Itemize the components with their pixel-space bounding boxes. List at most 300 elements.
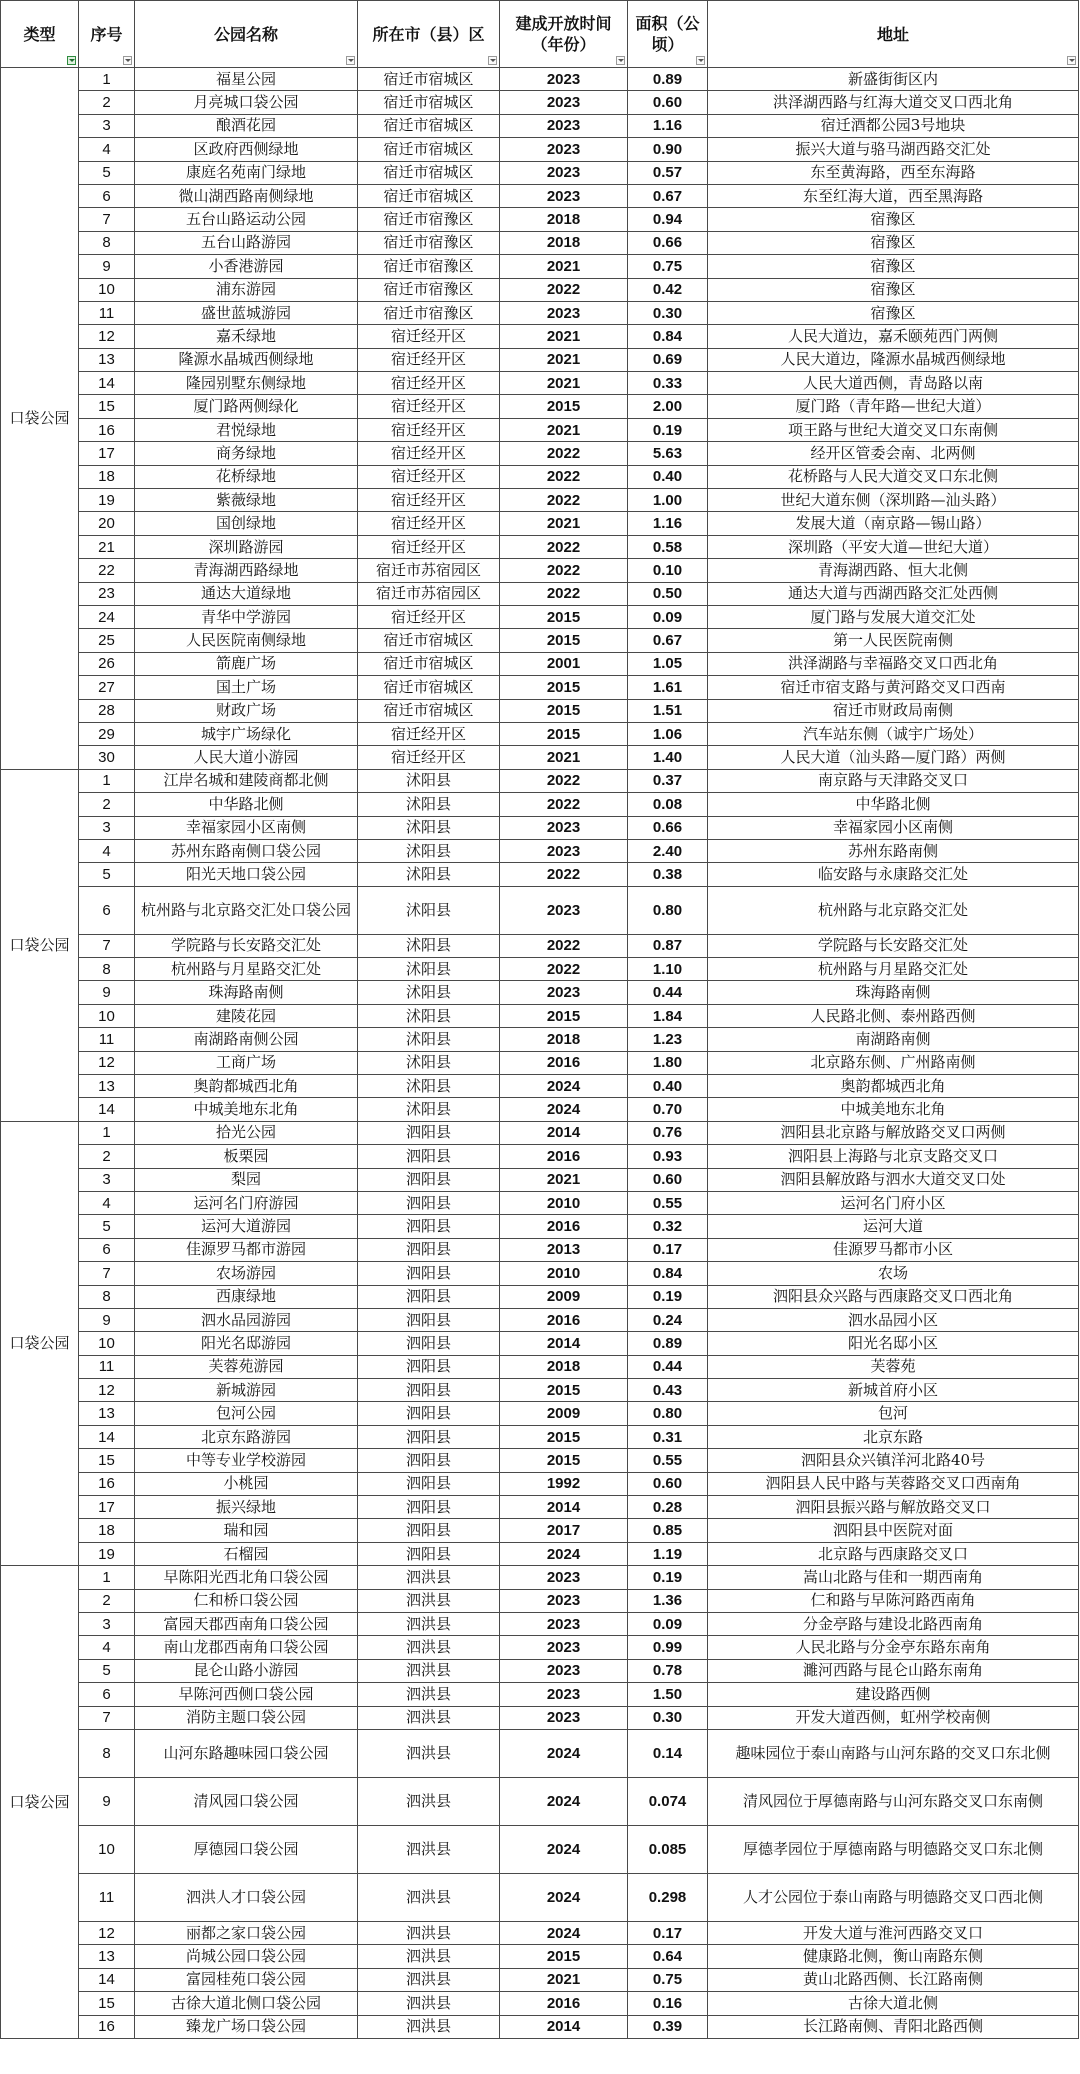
year-cell[interactable]: 2023 bbox=[500, 161, 628, 184]
no-cell[interactable]: 9 bbox=[79, 1777, 135, 1825]
year-cell[interactable]: 2022 bbox=[500, 582, 628, 605]
year-cell[interactable]: 2015 bbox=[500, 605, 628, 628]
dropdown-arrow-icon[interactable] bbox=[616, 56, 625, 65]
area-cell[interactable]: 5.63 bbox=[628, 442, 708, 465]
city-cell[interactable]: 泗阳县 bbox=[358, 1472, 500, 1495]
no-cell[interactable]: 12 bbox=[79, 1051, 135, 1074]
name-cell[interactable]: 珠海路南侧 bbox=[135, 981, 358, 1004]
name-cell[interactable]: 泗洪人才口袋公园 bbox=[135, 1873, 358, 1921]
no-cell[interactable]: 2 bbox=[79, 1589, 135, 1612]
year-cell[interactable]: 2015 bbox=[500, 1449, 628, 1472]
area-cell[interactable]: 0.32 bbox=[628, 1215, 708, 1238]
area-cell[interactable]: 0.75 bbox=[628, 1968, 708, 1991]
city-cell[interactable]: 泗阳县 bbox=[358, 1215, 500, 1238]
address-cell[interactable]: 南京路与天津路交叉口 bbox=[708, 769, 1079, 792]
dropdown-arrow-icon[interactable] bbox=[696, 56, 705, 65]
area-cell[interactable]: 0.64 bbox=[628, 1945, 708, 1968]
name-cell[interactable]: 工商广场 bbox=[135, 1051, 358, 1074]
city-cell[interactable]: 泗洪县 bbox=[358, 1636, 500, 1659]
address-cell[interactable]: 幸福家园小区南侧 bbox=[708, 816, 1079, 839]
address-cell[interactable]: 通达大道与西湖西路交汇处西侧 bbox=[708, 582, 1079, 605]
year-cell[interactable]: 2024 bbox=[500, 1542, 628, 1565]
name-cell[interactable]: 小桃园 bbox=[135, 1472, 358, 1495]
no-cell[interactable]: 2 bbox=[79, 1145, 135, 1168]
year-cell[interactable]: 2021 bbox=[500, 1168, 628, 1191]
year-cell[interactable]: 2021 bbox=[500, 325, 628, 348]
name-cell[interactable]: 臻龙广场口袋公园 bbox=[135, 2015, 358, 2038]
name-cell[interactable]: 南山龙郡西南角口袋公园 bbox=[135, 1636, 358, 1659]
address-cell[interactable]: 仁和路与早陈河路西南角 bbox=[708, 1589, 1079, 1612]
city-cell[interactable]: 宿迁市宿城区 bbox=[358, 91, 500, 114]
no-cell[interactable]: 11 bbox=[79, 301, 135, 324]
area-cell[interactable]: 0.85 bbox=[628, 1519, 708, 1542]
city-cell[interactable]: 宿迁经开区 bbox=[358, 418, 500, 441]
no-cell[interactable]: 2 bbox=[79, 91, 135, 114]
address-cell[interactable]: 农场 bbox=[708, 1262, 1079, 1285]
area-cell[interactable]: 1.23 bbox=[628, 1028, 708, 1051]
year-cell[interactable]: 2023 bbox=[500, 1706, 628, 1729]
no-cell[interactable]: 8 bbox=[79, 958, 135, 981]
address-cell[interactable]: 杭州路与月星路交汇处 bbox=[708, 958, 1079, 981]
address-cell[interactable]: 包河 bbox=[708, 1402, 1079, 1425]
year-cell[interactable]: 2024 bbox=[500, 1098, 628, 1121]
type-cell[interactable]: 口袋公园 bbox=[1, 1121, 79, 1565]
city-cell[interactable]: 泗洪县 bbox=[358, 1706, 500, 1729]
no-cell[interactable]: 10 bbox=[79, 278, 135, 301]
name-cell[interactable]: 北京东路游园 bbox=[135, 1425, 358, 1448]
address-cell[interactable]: 黄山北路西侧、长江路南侧 bbox=[708, 1968, 1079, 1991]
name-cell[interactable]: 五台山路运动公园 bbox=[135, 208, 358, 231]
city-cell[interactable]: 泗阳县 bbox=[358, 1121, 500, 1144]
area-cell[interactable]: 0.09 bbox=[628, 1613, 708, 1636]
year-cell[interactable]: 2016 bbox=[500, 1215, 628, 1238]
year-cell[interactable]: 2023 bbox=[500, 1589, 628, 1612]
city-cell[interactable]: 宿迁市苏宿园区 bbox=[358, 582, 500, 605]
area-cell[interactable]: 0.28 bbox=[628, 1496, 708, 1519]
address-cell[interactable]: 泗阳县众兴镇洋河北路40号 bbox=[708, 1449, 1079, 1472]
area-cell[interactable]: 1.50 bbox=[628, 1683, 708, 1706]
name-cell[interactable]: 商务绿地 bbox=[135, 442, 358, 465]
city-cell[interactable]: 泗洪县 bbox=[358, 1968, 500, 1991]
area-cell[interactable]: 0.33 bbox=[628, 372, 708, 395]
address-cell[interactable]: 宿豫区 bbox=[708, 208, 1079, 231]
area-cell[interactable]: 1.16 bbox=[628, 512, 708, 535]
area-cell[interactable]: 0.89 bbox=[628, 1332, 708, 1355]
name-cell[interactable]: 瑞和园 bbox=[135, 1519, 358, 1542]
year-cell[interactable]: 2023 bbox=[500, 1683, 628, 1706]
no-cell[interactable]: 30 bbox=[79, 746, 135, 769]
address-cell[interactable]: 苏州东路南侧 bbox=[708, 839, 1079, 862]
address-cell[interactable]: 泗阳县众兴路与西康路交叉口西北角 bbox=[708, 1285, 1079, 1308]
name-cell[interactable]: 早陈阳光西北角口袋公园 bbox=[135, 1566, 358, 1589]
city-cell[interactable]: 泗洪县 bbox=[358, 1945, 500, 1968]
name-cell[interactable]: 苏州东路南侧口袋公园 bbox=[135, 839, 358, 862]
no-cell[interactable]: 8 bbox=[79, 1729, 135, 1777]
city-cell[interactable]: 泗阳县 bbox=[358, 1191, 500, 1214]
address-cell[interactable]: 健康路北侧，衡山南路东侧 bbox=[708, 1945, 1079, 1968]
address-cell[interactable]: 运河名门府小区 bbox=[708, 1191, 1079, 1214]
address-cell[interactable]: 经开区管委会南、北两侧 bbox=[708, 442, 1079, 465]
city-cell[interactable]: 宿迁市宿城区 bbox=[358, 699, 500, 722]
city-cell[interactable]: 泗阳县 bbox=[358, 1402, 500, 1425]
area-cell[interactable]: 0.90 bbox=[628, 138, 708, 161]
address-cell[interactable]: 运河大道 bbox=[708, 1215, 1079, 1238]
name-cell[interactable]: 昆仑山路小游园 bbox=[135, 1659, 358, 1682]
area-cell[interactable]: 0.19 bbox=[628, 418, 708, 441]
name-cell[interactable]: 箭鹿广场 bbox=[135, 652, 358, 675]
name-cell[interactable]: 酿酒花园 bbox=[135, 114, 358, 137]
city-cell[interactable]: 泗洪县 bbox=[358, 1659, 500, 1682]
area-cell[interactable]: 0.80 bbox=[628, 886, 708, 934]
no-cell[interactable]: 24 bbox=[79, 605, 135, 628]
name-cell[interactable]: 城宇广场绿化 bbox=[135, 722, 358, 745]
name-cell[interactable]: 富园天郡西南角口袋公园 bbox=[135, 1613, 358, 1636]
no-cell[interactable]: 1 bbox=[79, 769, 135, 792]
name-cell[interactable]: 富园桂苑口袋公园 bbox=[135, 1968, 358, 1991]
year-cell[interactable]: 2023 bbox=[500, 886, 628, 934]
name-cell[interactable]: 财政广场 bbox=[135, 699, 358, 722]
year-cell[interactable]: 2021 bbox=[500, 512, 628, 535]
year-cell[interactable]: 2024 bbox=[500, 1825, 628, 1873]
city-cell[interactable]: 宿迁市宿城区 bbox=[358, 629, 500, 652]
no-cell[interactable]: 5 bbox=[79, 863, 135, 886]
no-cell[interactable]: 12 bbox=[79, 325, 135, 348]
city-cell[interactable]: 泗阳县 bbox=[358, 1425, 500, 1448]
no-cell[interactable]: 7 bbox=[79, 1262, 135, 1285]
area-cell[interactable]: 0.66 bbox=[628, 816, 708, 839]
address-cell[interactable]: 佳源罗马都市小区 bbox=[708, 1238, 1079, 1261]
no-cell[interactable]: 11 bbox=[79, 1028, 135, 1051]
name-cell[interactable]: 农场游园 bbox=[135, 1262, 358, 1285]
no-cell[interactable]: 20 bbox=[79, 512, 135, 535]
address-cell[interactable]: 人民路北侧、泰州路西侧 bbox=[708, 1004, 1079, 1027]
no-cell[interactable]: 15 bbox=[79, 395, 135, 418]
city-cell[interactable]: 泗洪县 bbox=[358, 1566, 500, 1589]
year-cell[interactable]: 2015 bbox=[500, 629, 628, 652]
address-cell[interactable]: 项王路与世纪大道交叉口东南侧 bbox=[708, 418, 1079, 441]
area-cell[interactable]: 0.19 bbox=[628, 1285, 708, 1308]
address-cell[interactable]: 泗阳县中医院对面 bbox=[708, 1519, 1079, 1542]
name-cell[interactable]: 国土广场 bbox=[135, 676, 358, 699]
year-cell[interactable]: 2010 bbox=[500, 1191, 628, 1214]
year-cell[interactable]: 2023 bbox=[500, 1636, 628, 1659]
no-cell[interactable]: 3 bbox=[79, 114, 135, 137]
no-cell[interactable]: 10 bbox=[79, 1332, 135, 1355]
name-cell[interactable]: 石榴园 bbox=[135, 1542, 358, 1565]
city-cell[interactable]: 宿迁经开区 bbox=[358, 605, 500, 628]
name-cell[interactable]: 阳光名邸游园 bbox=[135, 1332, 358, 1355]
year-cell[interactable]: 2016 bbox=[500, 1051, 628, 1074]
area-cell[interactable]: 0.80 bbox=[628, 1402, 708, 1425]
area-cell[interactable]: 0.78 bbox=[628, 1659, 708, 1682]
no-cell[interactable]: 12 bbox=[79, 1379, 135, 1402]
address-cell[interactable]: 发展大道（南京路—锡山路） bbox=[708, 512, 1079, 535]
address-cell[interactable]: 南湖路南侧 bbox=[708, 1028, 1079, 1051]
city-cell[interactable]: 泗洪县 bbox=[358, 1992, 500, 2015]
area-cell[interactable]: 0.44 bbox=[628, 1355, 708, 1378]
area-cell[interactable]: 0.24 bbox=[628, 1308, 708, 1331]
no-cell[interactable]: 8 bbox=[79, 1285, 135, 1308]
no-cell[interactable]: 6 bbox=[79, 184, 135, 207]
city-cell[interactable]: 宿迁市宿豫区 bbox=[358, 231, 500, 254]
no-cell[interactable]: 1 bbox=[79, 1121, 135, 1144]
address-cell[interactable]: 人才公园位于泰山南路与明德路交叉口西北侧 bbox=[708, 1873, 1079, 1921]
name-cell[interactable]: 厦门路两侧绿化 bbox=[135, 395, 358, 418]
address-cell[interactable]: 洪泽湖路与幸福路交叉口西北角 bbox=[708, 652, 1079, 675]
city-cell[interactable]: 宿迁经开区 bbox=[358, 325, 500, 348]
address-cell[interactable]: 奥韵都城西北角 bbox=[708, 1075, 1079, 1098]
city-cell[interactable]: 宿迁市宿豫区 bbox=[358, 255, 500, 278]
name-cell[interactable]: 学院路与长安路交汇处 bbox=[135, 934, 358, 957]
year-cell[interactable]: 2018 bbox=[500, 1355, 628, 1378]
area-cell[interactable]: 0.31 bbox=[628, 1425, 708, 1448]
no-cell[interactable]: 14 bbox=[79, 372, 135, 395]
area-cell[interactable]: 0.60 bbox=[628, 91, 708, 114]
city-cell[interactable]: 宿迁经开区 bbox=[358, 512, 500, 535]
year-cell[interactable]: 2013 bbox=[500, 1238, 628, 1261]
address-cell[interactable]: 青海湖西路、恒大北侧 bbox=[708, 559, 1079, 582]
city-cell[interactable]: 宿迁经开区 bbox=[358, 722, 500, 745]
area-cell[interactable]: 0.42 bbox=[628, 278, 708, 301]
year-cell[interactable]: 2022 bbox=[500, 769, 628, 792]
address-cell[interactable]: 珠海路南侧 bbox=[708, 981, 1079, 1004]
area-cell[interactable]: 0.55 bbox=[628, 1449, 708, 1472]
city-cell[interactable]: 宿迁市宿城区 bbox=[358, 161, 500, 184]
no-cell[interactable]: 6 bbox=[79, 1238, 135, 1261]
type-cell[interactable]: 口袋公园 bbox=[1, 769, 79, 1121]
city-cell[interactable]: 泗洪县 bbox=[358, 1921, 500, 1944]
no-cell[interactable]: 27 bbox=[79, 676, 135, 699]
year-cell[interactable]: 2023 bbox=[500, 839, 628, 862]
address-cell[interactable]: 趣味园位于泰山南路与山河东路的交叉口东北侧 bbox=[708, 1729, 1079, 1777]
year-cell[interactable]: 2015 bbox=[500, 722, 628, 745]
address-cell[interactable]: 厚德孝园位于厚德南路与明德路交叉口东北侧 bbox=[708, 1825, 1079, 1873]
name-cell[interactable]: 芙蓉苑游园 bbox=[135, 1355, 358, 1378]
area-cell[interactable]: 0.58 bbox=[628, 535, 708, 558]
name-cell[interactable]: 早陈河西侧口袋公园 bbox=[135, 1683, 358, 1706]
city-cell[interactable]: 宿迁市宿城区 bbox=[358, 184, 500, 207]
name-cell[interactable]: 新城游园 bbox=[135, 1379, 358, 1402]
area-cell[interactable]: 1.06 bbox=[628, 722, 708, 745]
no-cell[interactable]: 6 bbox=[79, 886, 135, 934]
area-cell[interactable]: 0.085 bbox=[628, 1825, 708, 1873]
year-cell[interactable]: 2022 bbox=[500, 465, 628, 488]
area-cell[interactable]: 0.94 bbox=[628, 208, 708, 231]
name-cell[interactable]: 杭州路与月星路交汇处 bbox=[135, 958, 358, 981]
dropdown-arrow-icon[interactable] bbox=[346, 56, 355, 65]
area-cell[interactable]: 0.67 bbox=[628, 629, 708, 652]
no-cell[interactable]: 15 bbox=[79, 1992, 135, 2015]
city-cell[interactable]: 宿迁市宿城区 bbox=[358, 114, 500, 137]
area-cell[interactable]: 0.38 bbox=[628, 863, 708, 886]
year-cell[interactable]: 2009 bbox=[500, 1402, 628, 1425]
name-cell[interactable]: 建陵花园 bbox=[135, 1004, 358, 1027]
area-cell[interactable]: 1.16 bbox=[628, 114, 708, 137]
address-cell[interactable]: 阳光名邸小区 bbox=[708, 1332, 1079, 1355]
no-cell[interactable]: 13 bbox=[79, 348, 135, 371]
city-cell[interactable]: 宿迁经开区 bbox=[358, 372, 500, 395]
no-cell[interactable]: 18 bbox=[79, 1519, 135, 1542]
year-cell[interactable]: 2022 bbox=[500, 489, 628, 512]
address-cell[interactable]: 振兴大道与骆马湖西路交汇处 bbox=[708, 138, 1079, 161]
name-cell[interactable]: 月亮城口袋公园 bbox=[135, 91, 358, 114]
year-cell[interactable]: 2023 bbox=[500, 301, 628, 324]
address-cell[interactable]: 嵩山北路与佳和一期西南角 bbox=[708, 1566, 1079, 1589]
area-cell[interactable]: 0.75 bbox=[628, 255, 708, 278]
year-cell[interactable]: 2023 bbox=[500, 68, 628, 91]
area-cell[interactable]: 1.80 bbox=[628, 1051, 708, 1074]
address-cell[interactable]: 东至红海大道，西至黑海路 bbox=[708, 184, 1079, 207]
city-cell[interactable]: 沭阳县 bbox=[358, 816, 500, 839]
area-cell[interactable]: 0.298 bbox=[628, 1873, 708, 1921]
area-cell[interactable]: 0.67 bbox=[628, 184, 708, 207]
city-cell[interactable]: 泗洪县 bbox=[358, 1589, 500, 1612]
address-cell[interactable]: 宿豫区 bbox=[708, 301, 1079, 324]
address-cell[interactable]: 古徐大道北侧 bbox=[708, 1992, 1079, 2015]
city-cell[interactable]: 沭阳县 bbox=[358, 1028, 500, 1051]
name-cell[interactable]: 山河东路趣味园口袋公园 bbox=[135, 1729, 358, 1777]
name-cell[interactable]: 奥韵都城西北角 bbox=[135, 1075, 358, 1098]
name-cell[interactable]: 古徐大道北侧口袋公园 bbox=[135, 1992, 358, 2015]
address-cell[interactable]: 芙蓉苑 bbox=[708, 1355, 1079, 1378]
address-cell[interactable]: 人民大道边，隆源水晶城西侧绿地 bbox=[708, 348, 1079, 371]
no-cell[interactable]: 9 bbox=[79, 981, 135, 1004]
name-cell[interactable]: 泗水品园游园 bbox=[135, 1308, 358, 1331]
no-cell[interactable]: 6 bbox=[79, 1683, 135, 1706]
no-cell[interactable]: 4 bbox=[79, 1636, 135, 1659]
city-cell[interactable]: 沭阳县 bbox=[358, 769, 500, 792]
address-cell[interactable]: 人民大道边，嘉禾颐苑西门两侧 bbox=[708, 325, 1079, 348]
year-cell[interactable]: 2015 bbox=[500, 676, 628, 699]
name-cell[interactable]: 杭州路与北京路交汇处口袋公园 bbox=[135, 886, 358, 934]
year-cell[interactable]: 2023 bbox=[500, 816, 628, 839]
area-cell[interactable]: 0.60 bbox=[628, 1472, 708, 1495]
name-cell[interactable]: 运河名门府游园 bbox=[135, 1191, 358, 1214]
year-cell[interactable]: 2018 bbox=[500, 1028, 628, 1051]
city-cell[interactable]: 泗阳县 bbox=[358, 1379, 500, 1402]
address-cell[interactable]: 中城美地东北角 bbox=[708, 1098, 1079, 1121]
name-cell[interactable]: 厚德园口袋公园 bbox=[135, 1825, 358, 1873]
city-cell[interactable]: 沭阳县 bbox=[358, 863, 500, 886]
no-cell[interactable]: 18 bbox=[79, 465, 135, 488]
no-cell[interactable]: 4 bbox=[79, 138, 135, 161]
no-cell[interactable]: 15 bbox=[79, 1449, 135, 1472]
city-cell[interactable]: 宿迁经开区 bbox=[358, 489, 500, 512]
area-cell[interactable]: 1.00 bbox=[628, 489, 708, 512]
name-cell[interactable]: 拾光公园 bbox=[135, 1121, 358, 1144]
year-cell[interactable]: 2024 bbox=[500, 1729, 628, 1777]
year-cell[interactable]: 2015 bbox=[500, 1379, 628, 1402]
area-cell[interactable]: 1.19 bbox=[628, 1542, 708, 1565]
address-cell[interactable]: 汽车站东侧（诚宇广场处） bbox=[708, 722, 1079, 745]
no-cell[interactable]: 19 bbox=[79, 489, 135, 512]
city-cell[interactable]: 宿迁市宿城区 bbox=[358, 676, 500, 699]
name-cell[interactable]: 清风园口袋公园 bbox=[135, 1777, 358, 1825]
city-cell[interactable]: 宿迁经开区 bbox=[358, 442, 500, 465]
city-cell[interactable]: 宿迁市宿城区 bbox=[358, 68, 500, 91]
year-cell[interactable]: 2021 bbox=[500, 746, 628, 769]
city-cell[interactable]: 泗阳县 bbox=[358, 1332, 500, 1355]
no-cell[interactable]: 13 bbox=[79, 1402, 135, 1425]
name-cell[interactable]: 嘉禾绿地 bbox=[135, 325, 358, 348]
address-cell[interactable]: 厦门路与发展大道交汇处 bbox=[708, 605, 1079, 628]
no-cell[interactable]: 14 bbox=[79, 1098, 135, 1121]
address-cell[interactable]: 北京路东侧、广州路南侧 bbox=[708, 1051, 1079, 1074]
dropdown-arrow-icon[interactable] bbox=[1067, 56, 1076, 65]
year-cell[interactable]: 2014 bbox=[500, 2015, 628, 2038]
address-cell[interactable]: 第一人民医院南侧 bbox=[708, 629, 1079, 652]
address-cell[interactable]: 北京路与西康路交叉口 bbox=[708, 1542, 1079, 1565]
name-cell[interactable]: 小香港游园 bbox=[135, 255, 358, 278]
type-cell[interactable]: 口袋公园 bbox=[1, 1566, 79, 2039]
area-cell[interactable]: 0.40 bbox=[628, 1075, 708, 1098]
address-cell[interactable]: 新盛街街区内 bbox=[708, 68, 1079, 91]
year-cell[interactable]: 2014 bbox=[500, 1121, 628, 1144]
city-cell[interactable]: 宿迁经开区 bbox=[358, 535, 500, 558]
city-cell[interactable]: 泗阳县 bbox=[358, 1496, 500, 1519]
area-cell[interactable]: 0.39 bbox=[628, 2015, 708, 2038]
year-cell[interactable]: 2018 bbox=[500, 208, 628, 231]
area-cell[interactable]: 0.87 bbox=[628, 934, 708, 957]
address-cell[interactable]: 开发大道与淮河西路交叉口 bbox=[708, 1921, 1079, 1944]
year-cell[interactable]: 2016 bbox=[500, 1992, 628, 2015]
year-cell[interactable]: 2021 bbox=[500, 348, 628, 371]
area-cell[interactable]: 0.44 bbox=[628, 981, 708, 1004]
name-cell[interactable]: 阳光天地口袋公园 bbox=[135, 863, 358, 886]
name-cell[interactable]: 福星公园 bbox=[135, 68, 358, 91]
name-cell[interactable]: 包河公园 bbox=[135, 1402, 358, 1425]
year-cell[interactable]: 2001 bbox=[500, 652, 628, 675]
address-cell[interactable]: 厦门路（青年路—世纪大道） bbox=[708, 395, 1079, 418]
name-cell[interactable]: 振兴绿地 bbox=[135, 1496, 358, 1519]
no-cell[interactable]: 10 bbox=[79, 1825, 135, 1873]
year-cell[interactable]: 2016 bbox=[500, 1145, 628, 1168]
name-cell[interactable]: 君悦绿地 bbox=[135, 418, 358, 441]
no-cell[interactable]: 26 bbox=[79, 652, 135, 675]
year-cell[interactable]: 2021 bbox=[500, 418, 628, 441]
no-cell[interactable]: 22 bbox=[79, 559, 135, 582]
no-cell[interactable]: 16 bbox=[79, 1472, 135, 1495]
city-cell[interactable]: 泗洪县 bbox=[358, 1825, 500, 1873]
area-cell[interactable]: 0.43 bbox=[628, 1379, 708, 1402]
year-cell[interactable]: 2015 bbox=[500, 1425, 628, 1448]
year-cell[interactable]: 2015 bbox=[500, 699, 628, 722]
area-cell[interactable]: 0.30 bbox=[628, 301, 708, 324]
city-cell[interactable]: 泗洪县 bbox=[358, 1777, 500, 1825]
no-cell[interactable]: 19 bbox=[79, 1542, 135, 1565]
address-cell[interactable]: 分金亭路与建设北路西南角 bbox=[708, 1613, 1079, 1636]
year-cell[interactable]: 2023 bbox=[500, 1566, 628, 1589]
city-cell[interactable]: 泗阳县 bbox=[358, 1145, 500, 1168]
year-cell[interactable]: 2023 bbox=[500, 138, 628, 161]
address-cell[interactable]: 泗阳县上海路与北京支路交叉口 bbox=[708, 1145, 1079, 1168]
city-cell[interactable]: 沭阳县 bbox=[358, 934, 500, 957]
area-cell[interactable]: 0.17 bbox=[628, 1238, 708, 1261]
name-cell[interactable]: 运河大道游园 bbox=[135, 1215, 358, 1238]
city-cell[interactable]: 泗阳县 bbox=[358, 1285, 500, 1308]
city-cell[interactable]: 沭阳县 bbox=[358, 1098, 500, 1121]
address-cell[interactable]: 中华路北侧 bbox=[708, 793, 1079, 816]
address-cell[interactable]: 学院路与长安路交汇处 bbox=[708, 934, 1079, 957]
area-cell[interactable]: 2.40 bbox=[628, 839, 708, 862]
area-cell[interactable]: 0.84 bbox=[628, 325, 708, 348]
no-cell[interactable]: 12 bbox=[79, 1921, 135, 1944]
city-cell[interactable]: 沭阳县 bbox=[358, 793, 500, 816]
address-cell[interactable]: 人民大道（汕头路—厦门路）两侧 bbox=[708, 746, 1079, 769]
address-cell[interactable]: 宿豫区 bbox=[708, 278, 1079, 301]
area-cell[interactable]: 0.14 bbox=[628, 1729, 708, 1777]
area-cell[interactable]: 0.93 bbox=[628, 1145, 708, 1168]
